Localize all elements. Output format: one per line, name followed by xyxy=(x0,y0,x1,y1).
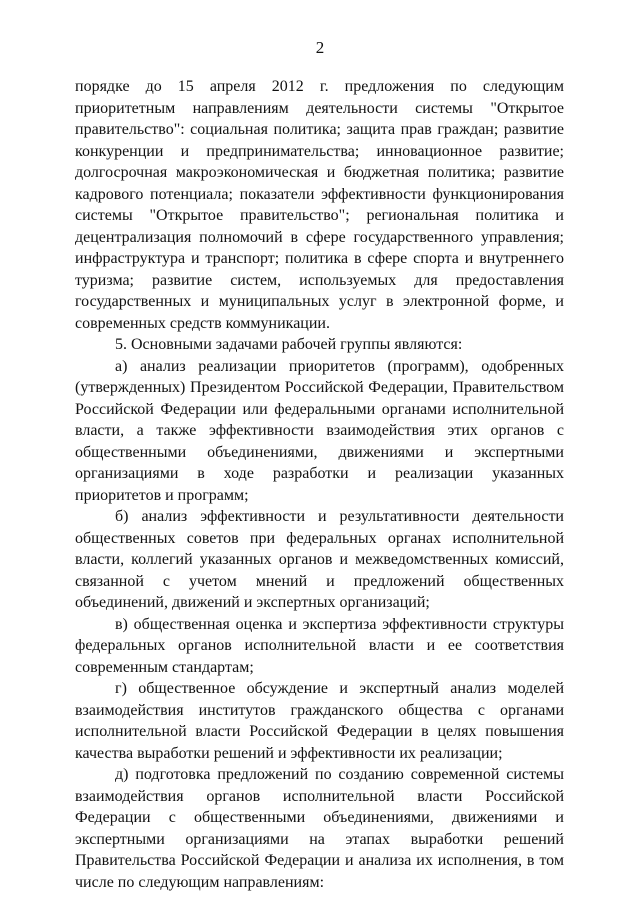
paragraph-subitem-v: в) общественная оценка и экспертиза эффективности структуры федеральных органов исполнительной власти и ее соответствия современным стандартам; xyxy=(75,615,564,676)
document-body xyxy=(75,76,564,893)
paragraph-subitem-a: а) анализ реализации приоритетов (программ), одобренных (утвержденных) Президентом Российской Федерации, Правительством Российской Федерации или федеральными органами исполнительной власти, а также эффективности взаимодействия этих органов с общественными объединениями, движениями и экспертными организациями в ходе разработки и реализации указанных приоритетов и программ; xyxy=(75,357,564,504)
paragraph-subitem-d: д) подготовка предложений по созданию современной системы взаимодействия органов исполнительной власти Российской Федерации с общественными объединениями, движениями и экспертными организациями на этапах выработки решений Правительства Российской Федерации и анализа их исполнения, в том числе по следующим направлениям: xyxy=(75,766,564,891)
page-number: 2 xyxy=(315,38,325,57)
paragraph-subitem-b: б) анализ эффективности и результативности деятельности общественных советов при федеральных органах исполнительной власти, коллегий указанных органов и межведомственных комиссий, связанной с учетом мнений и предложений общественных объединений, движений и экспертных организаций; xyxy=(75,508,564,611)
paragraph-continuation: порядке до 15 апреля 2012 г. предложения по следующим приоритетным направлениям деятельности системы "Открытое правительство": социальная политика; защита прав граждан; развитие конкуренции и предпринимательства; инновационное развитие; долгосрочная макроэкономическая и бюджетная политика; развитие кадрового потенциала; показатели эффективности функционирования системы "Открытое правительство"; региональная политика и децентрализация полномочий в сфере государственного управления; инфраструктура и транспорт; политика в сфере спорта и внутреннего туризма; развитие систем, используемых для предоставления государственных и муниципальных услуг в электронной форме, и современных средств коммуникации. xyxy=(75,78,564,332)
paragraph-item-5-heading: 5. Основными задачами рабочей группы являются: xyxy=(115,336,463,353)
paragraph-subitem-g: г) общественное обсуждение и экспертный анализ моделей взаимодействия институтов гражданского общества с органами исполнительной власти Российской Федерации в целях повышения качества выработки решений и эффективности их реализации; xyxy=(75,680,564,762)
